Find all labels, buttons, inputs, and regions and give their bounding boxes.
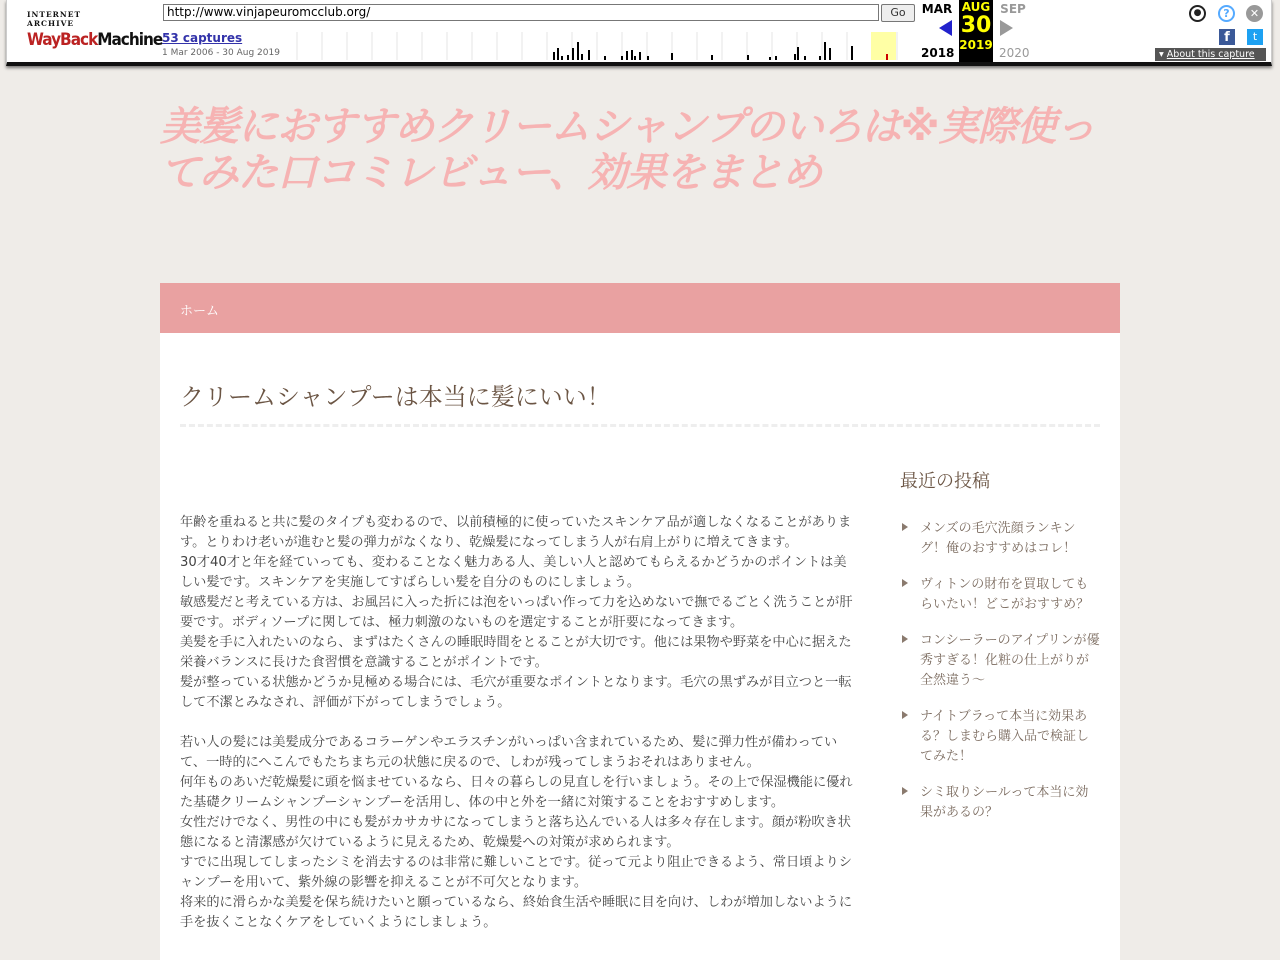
capture-bar (561, 56, 563, 60)
recent-post-label: メンズの毛穴洗顔ランキング！俺のおすすめはコレ！ (920, 521, 1077, 556)
capture-bar (829, 48, 831, 60)
facebook-icon[interactable]: f (1219, 29, 1235, 45)
recent-post-link[interactable] (900, 707, 1100, 767)
paragraph-group (180, 513, 856, 713)
capture-bar (851, 46, 853, 60)
paragraph-spacer (180, 713, 856, 733)
logo-machine-part: Machine (97, 30, 163, 50)
site-title[interactable]: 美髪におすすめクリームシャンプのいろは※実際使ってみた口コミレビュー、効果をまとめ (160, 104, 1095, 196)
capture-bar (639, 52, 641, 60)
capture-bar (794, 54, 796, 60)
recent-posts-list (900, 519, 1100, 823)
capture-bar (797, 47, 799, 60)
recent-post-label: コンシーラーのアイプリンが優秀すぎる！化粧の仕上がりが全然違う〜 (920, 633, 1100, 688)
recent-post-link[interactable] (900, 783, 1100, 823)
current-date-block (959, 0, 993, 62)
next-year-label: 2020 (999, 46, 1030, 60)
main-nav (160, 283, 1120, 333)
twitter-icon[interactable]: t (1247, 29, 1263, 45)
article-paragraph: 美髪を手に入れたいのなら、まずはたくさんの睡眠時間をとることが大切です。他には果物や野菜を中心に据えた栄養バランスに長けた食習慣を意識することがポイントです。 (180, 635, 852, 670)
page-title: クリームシャンプーは本当に髪にいい！ (180, 383, 611, 411)
capture-bar (711, 55, 713, 60)
sidebar (900, 467, 1100, 839)
capture-bar (572, 48, 574, 60)
wayback-toolbar (6, 0, 1272, 66)
logo-wayback-part: WayBack (27, 30, 98, 50)
url-input[interactable]: http://www.vinjapeuromcclub.org/ (163, 4, 879, 21)
recent-post-label: シミ取りシールって本当に効果があるの？ (920, 785, 1089, 820)
capture-bar (577, 42, 579, 60)
capture-bar (604, 56, 606, 60)
current-month: AUG (961, 0, 991, 14)
title-divider (180, 424, 1100, 427)
wayback-logo[interactable] (27, 10, 163, 50)
capture-bar (804, 56, 806, 60)
logo-internet-archive-text: INTERNET ARCHIVE (27, 10, 82, 28)
current-year-highlight (871, 32, 896, 60)
captures-link[interactable]: 53 captures (162, 31, 243, 45)
capture-bar (747, 55, 749, 60)
capture-bar (824, 42, 826, 60)
help-icon[interactable]: ? (1218, 5, 1235, 22)
capture-bar (626, 51, 628, 60)
capture-bar (819, 56, 821, 60)
capture-bar (775, 56, 777, 60)
recent-post-label: ヴィトンの財布を買取してもらいたい！どこがおすすめ？ (920, 577, 1090, 612)
recent-post-link[interactable] (900, 519, 1100, 559)
about-capture-label: About this capture (1166, 49, 1255, 60)
article-paragraph: 30才40才と年を経ていっても、変わることなく魅力ある人、美しい人と認めてもらえるかどうかのポイントは美しい髪です。スキンケアを実施してすばらしい髪を自分のものにしましょう。 (180, 555, 847, 590)
prev-year-link[interactable]: 2018 (921, 46, 955, 60)
capture-sparkline[interactable] (291, 32, 911, 60)
next-month-label: SEP (1000, 2, 1026, 16)
recent-post-link[interactable] (900, 631, 1100, 691)
current-day: 30 (960, 13, 992, 38)
capture-bar (631, 50, 633, 60)
article-paragraph: 女性だけでなく、男性の中にも髪がカサカサになってしまうと落ち込んでいる人は多々存在します。顔が粉吹き状態になると清潔感が欠けているように見えるため、乾燥髪への対策が求められます。 (180, 815, 851, 850)
triangle-bullet-icon (902, 635, 908, 643)
capture-bar (567, 55, 569, 60)
capture-bar (621, 56, 623, 60)
capture-range: 1 Mar 2006 - 30 Aug 2019 (162, 48, 280, 58)
main-content (160, 333, 1120, 960)
article-paragraph: 年齢を重ねると共に髪のタイプも変わるので、以前積極的に使っていたスキンケア品が適しなくなることがあります。とりわけ老いが進むと髪の弾力がなくなり、乾燥髪になってしまう人が右肩上がりに増えてきます。 (180, 515, 852, 550)
nav-item-home[interactable]: ホーム (180, 304, 220, 319)
recent-post-link[interactable] (900, 575, 1100, 615)
current-year: 2019 (959, 38, 993, 52)
capture-bar (671, 53, 673, 60)
next-capture-arrow-icon (1000, 20, 1013, 36)
capture-bar (634, 56, 636, 60)
recent-post-label: ナイトブラって本当に効果ある？しまむら購入品で検証してみた！ (920, 709, 1090, 764)
sidebar-heading: 最近の投稿 (900, 471, 990, 492)
capture-bar (588, 50, 590, 60)
capture-bar (553, 52, 555, 60)
logo-wayback-text (27, 30, 163, 50)
prev-capture-arrow-icon[interactable] (939, 20, 952, 36)
article-paragraph: 何年ものあいだ乾燥髪に頭を悩ませているなら、日々の暮らしの見直しを行いましょう。その上で保湿機能に優れた基礎クリームシャンプーシャンプーを活用し、体の中と外を一緒に対策することをおすすめします。 (180, 775, 853, 810)
capture-bar (581, 54, 583, 60)
article-body (180, 513, 856, 933)
about-capture-button[interactable]: ▾ About this capture (1155, 48, 1266, 61)
capture-bar (769, 57, 771, 60)
capture-bar (647, 56, 649, 60)
triangle-bullet-icon (902, 787, 908, 795)
paragraph-group (180, 733, 856, 933)
article-paragraph: すでに出現してしまったシミを消去するのは非常に難しいことです。従って元より阻止できるよう、常日頃よりシャンプーを用いて、紫外線の影響を抑えることが不可欠となります。 (180, 855, 852, 890)
go-button[interactable]: Go (881, 4, 915, 22)
article-paragraph: 将来的に滑らかな美髪を保ち続けたいと願っているなら、終始食生活や睡眠に目を向け、しわが増加しないように手を抜くことなくケアをしていくようにしましょう。 (180, 895, 853, 930)
triangle-bullet-icon (902, 579, 908, 587)
article-paragraph: 髪が整っている状態かどうか見極める場合には、毛穴が重要なポイントとなります。毛穴の黒ずみが目立つと一転して不潔とみなされ、評価が下がってしまうでしょう。 (180, 675, 852, 710)
article-paragraph: 敏感髪だと考えている方は、お風呂に入った折には泡をいっぱい作って力を込めないで撫でるごとく洗うことが肝要です。ボディソープに関しては、極力刺激のないものを選定することが肝要になってきます。 (180, 595, 853, 630)
triangle-bullet-icon (902, 523, 908, 531)
prev-month-link[interactable]: MAR (921, 2, 953, 16)
capture-bar (886, 54, 888, 60)
triangle-bullet-icon (902, 711, 908, 719)
user-icon[interactable]: ● (1189, 5, 1206, 22)
article-paragraph: 若い人の髪には美髪成分であるコラーゲンやエラスチンがいっぱい含まれているため、髪に弾力性が備わっていて、一時的にへこんでもたちまち元の状態に戻るので、しわが残ってしまうおそれはありません。 (180, 735, 838, 770)
capture-bar (557, 48, 559, 60)
close-icon[interactable]: ✕ (1246, 5, 1263, 22)
